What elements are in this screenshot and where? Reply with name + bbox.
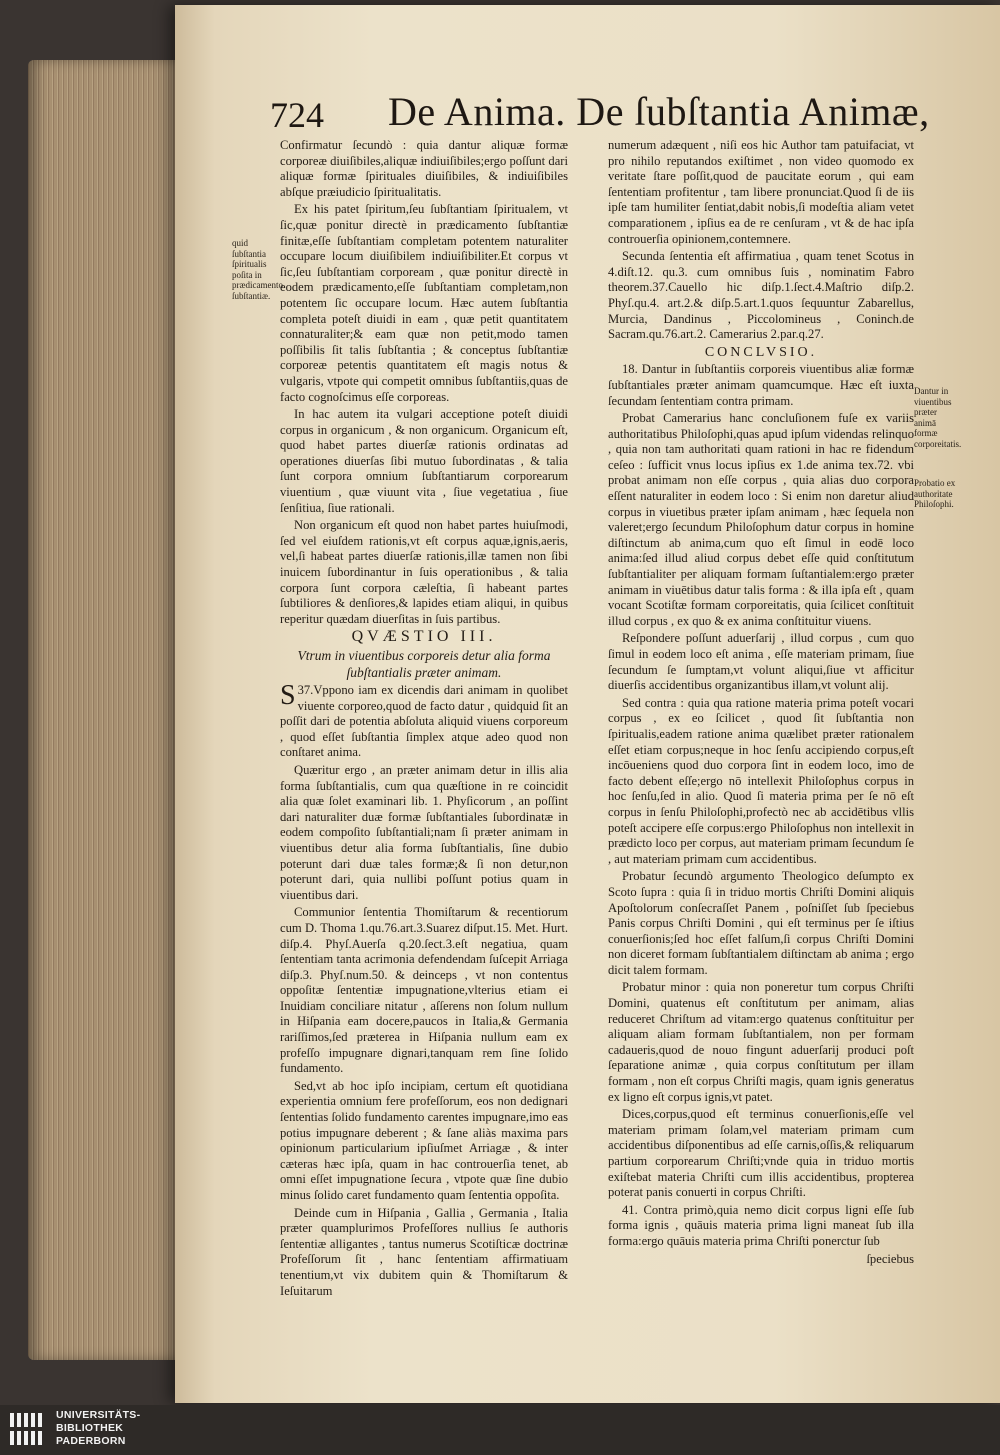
library-name: [56, 1409, 140, 1448]
section-number: 37.: [297, 683, 314, 697]
margin-note-left: quid ſubſtantia ſpiritualis poſita in prædicamento ſubſtantiæ.: [232, 238, 283, 301]
paragraph: 41. Contra primò,quia nemo dicit corpus ligni eſſe ſub forma ignis , quāuis materia prima ligni maneat ſub illa forma:ergo quāuis materia prima Chriſti ponerctur ſub: [608, 1202, 914, 1248]
question-title: QVÆSTIO III.: [351, 628, 497, 646]
catchword: ſpeciebus: [866, 1251, 914, 1266]
paragraph-text: Vppono iam ex dicendis dari animam in quolibet viuente corporeo,quod de facto datur , quidquid ſit an poſſit dari de potentia abſoluta aliquid viuens corporeum , quod eſſet ſubſtantia ſimplex atque adeo quod non conſtaret anima.: [280, 683, 568, 760]
library-line: BIBLIOTHEK: [56, 1422, 124, 1434]
paragraph: In hac autem ita vulgari acceptione poteſt diuidi corpus in organicum , & non organicum. Organicum eſt, quod habet partes diuerſæ rationis ordinatas ad operationes diuerſas ſibi mutuo ſubordinatas , & talia ſunt corpora omnium ſubſtantiarum corporearum viuentium , quæ viuunt vita , ſiue vegetatiua , ſiue ſenſitiua, ſiue rationali.: [280, 407, 568, 515]
margin-note-right: Probatio ex authoritate Philoſophi.: [914, 478, 956, 509]
paragraph: Probat Camerarius hanc concluſionem fuſe ex variis authoritatibus Philoſophi,quas apud ipſum videndas relinquo , quia non tam authoritati quam rationi in hac re fidendum ceſeo : ſufficit vnus locus ipſius ex 1.de anima tex.72. vbi probat animam non eſſe corpus , quia alias duo corpora eſſent naturaliter in eodem loco : Si enim non daretur aliud corpus in viuetibus præter ipſam animam , hæc ſequela non valeret;ergo ſecundum Philoſophum datur corpus in homine diſtinctum ab anima,cum quo eſt ſimul in eodē loco anima:ſed illud aliud corpus debet eſſe quid conſtitutum ſubſtantialiter per aliquam formam ſuſtantialem:ergo præter animam in viuētibus datur talis forma : & illa ipſa eſt , quam vocant Scotiſtæ formam corporeitatis, quia ſcilicet conſtituit illud corpus , ex quo & ex anima conſtituitur viuens.: [608, 411, 914, 628]
library-line: UNIVERSITÄTS-: [56, 1409, 141, 1421]
paragraph: Dices,corpus,quod eſt terminus conuerſionis,eſſe vel materiam primam ſolam,vel materiam primam cum accidentibus diſponentibus ad eſſe carnis,oſſis,& reliquarum partium corporearum Chriſti;vnde quia in triduo mortis exiſtebat materia Chriſti cum illis accidentibus, propterea poterat panis conuerti in corpus Chriſti.: [608, 1107, 914, 1200]
running-head: De Anima. De ſubſtantia Animæ,: [388, 89, 930, 134]
paragraph: Probatur minor : quia non poneretur tum corpus Chriſti Domini, quatenus eſt conſtitutum per animam, alias reduceret Chriſtum ad vitam:ergo quatenus conſtituitur per aliquam aliam formam ſubſtantialem, non per formam cadaueris,quod de nouo fingunt aduerſarij produci poſt ſeparatione animæ , quia corpus conſtitutum per illam formam , non eſt corpus Chriſti magis, quam ignis generatus ex ligno eſt corpus ignis,vt patet.: [608, 980, 914, 1104]
left-column: [280, 138, 568, 1301]
paragraph: Non organicum eſt quod non habet partes huiuſmodi, ſed vel eiuſdem rationis,vt eſt corpus aquæ,ignis,aeris, vel,ſi habeat partes diuerſæ rationis,illæ tamen non ſibi inuicem ſubordinantur in ſuis operationibus , & talia corpora ſunt corpora cæleſtia, ſi habeant partes ſubtiliores & denſiores,& lapides etiam aliqui, in quibus reperitur quædam diuerſitas in ſuis partibus.: [280, 518, 568, 626]
margin-note-right: Dantur in viuentibus præter animā formæ corporeitatis.: [914, 386, 962, 449]
conclusio-heading: CONCLVSIO.: [704, 344, 818, 360]
question-subtitle: Vtrum in viuentibus corporeis detur alia forma ſubſtantialis præter animam.: [297, 648, 551, 680]
right-column: [608, 138, 914, 1267]
paragraph: Quæritur ergo , an præter animam detur in illis alia forma ſubſtantialis, cum qua quæſtione in re coincidit alia quæ ſolet examinari lib. 1. Phyſicorum , an poſſint dari naturaliter duæ formæ ſubſtantiales ſubordinatæ in eodem compoſito ſubſtantiali;nam ſi præter animam in viuentibus detur alia forma ſubſtantialis, ſine dubio poterunt dari duæ tales formæ;& ſi non detur,non poterunt dari, quia nullibi poſſunt potius quam in viuentibus dari.: [280, 762, 568, 902]
drop-cap: S: [280, 680, 296, 711]
paragraph: Sed,vt ab hoc ipſo incipiam, certum eſt quotidiana experientia omnium fere profeſſorum, eos non dedignari ſententias ſolido fundamento carentes impugnare,imo eas potius impugnare deberent ; & ſane aliàs maxima pars opinionum particularium ipſiuſmet Arriagæ , & inter cæteras hæc ipſa, quam in hac controuerſia tenet, ab omni eſſet impugnatione ſecura , vtpote quæ ſine dubio minus ſolido caret fundamento quam ſententia oppoſita.: [280, 1078, 568, 1202]
page-header: [270, 88, 930, 136]
university-library-logo-icon: [8, 1409, 48, 1449]
library-footer: [0, 1405, 1000, 1455]
paragraph: [280, 680, 568, 761]
paragraph: Ex his patet ſpiritum,ſeu ſubſtantiam ſpiritualem, vt ſic,quæ ponitur directè in prædicamento ſubſtantiæ finitæ,eſſe ſubſtantiam completam potentem naturaliter occupare locum diuiſibilem indiuiſibiliter.Et corpus vt ſic,ſeu ſubſtantiam corpoream , quæ ponitur directè in eodem prædicamento,eſſe ſubſtantiam completam,non potentem ſic occupare locum. Hæc autem ſubſtantia completa poteſt diuidi in eam , quæ petit quantitatem connaturaliter;& eam quæ non petit,modo tamen poſſibilis ſit talis ſubſtantia ; & conceptus ſubſtantiæ corporeæ petentis quantitatem eſt magis notus & vulgaris, vtpote qui competit omnibus ſubſtantiis,quas de facto cognoſcimus eſſe corporeas.: [280, 202, 568, 404]
paragraph: Probatur ſecundò argumento Theologico deſumpto ex Scoto ſupra : quia ſi in triduo mortis Chriſti Domini aliquis Apoſtolorum conſecraſſet Panem , poſniſſet ſub ſpeciebus Panis corpus Chriſti Domini , qui eſt terminus per ſe iſtius conuerſionis;ſed hoc eſſet falſum,ſi corpus Chriſti Domini non diceret formam ſubſtantialem diſtinctam ab anima ; ergo dicit talem formam.: [608, 869, 914, 977]
paragraph: numerum adæquent , niſi eos hic Author tam patuifaciat, vt pro nihilo reputandos exiſtimet , non video quomodo ex veritate ſtare poſſit,quod de paucitate eorum , qui eam ſententiam profitentur , tam libere pronunciat.Quod ſi de iis ipſe tam humiliter ſentiat,dabit nobis,ſi modeſtia aliam vetet comparationem , ipſius ea de re cenſuram , vt & de hac ipſa controuerſia opinionem,contemnere.: [608, 138, 914, 246]
paragraph: 18. Dantur in ſubſtantiis corporeis viuentibus aliæ formæ ſubſtantiales præter animam quamcumque. Hæc eſt iuxta ſecundam ſententiam contra primam.: [608, 362, 914, 408]
paragraph: Confirmatur ſecundò : quia dantur aliquæ formæ corporeæ diuiſibiles,aliquæ indiuiſibiles;ergo poſſunt dari aliquæ formæ ſpirituales diuiſibiles, & indiuiſibiles abſque præiudicio ſpiritualitatis.: [280, 138, 568, 199]
paragraph: Deinde cum in Hiſpania , Gallia , Germania , Italia præter quamplurimos Profeſſores nullius ſe authoris ſententiæ alligantes , tantus numerus Scotiſticæ doctrinæ Profeſſorum ſit , hanc ſententiam affirmatiuam tenentium,vt vix dubitem quin & Thomiſtarum & Ieſuitarum: [280, 1205, 568, 1298]
paragraph: Reſpondere poſſunt aduerſarij , illud corpus , cum quo ſimul in eodem loco eſt anima , eſſe materiam primam, ſiue ſecundum ſe ſumptam,vt volunt aliqui,ſiue vt afficitur diuerſis accidentibus organizantibus illam,vt volunt alij.: [608, 631, 914, 693]
paragraph: Communior ſententia Thomiſtarum & recentiorum cum D. Thoma 1.qu.76.art.3.Suarez diſput.15. Met. Hurt. diſp.4. Phyſ.Auerſa q.20.ſect.3.eſt negatiua, quam ſententiam tanta acrimonia defendendam ſuſcepit Arriaga diſp.3. Phyſ.num.50. & deinceps , vt non contentus oppoſitæ ſententiæ impugnatione,vlterius etiam ei Inuidiam conciliare nitatur , aſſerens non ſolum nullum in Hiſpania eam docere,paucos in Italia,& Germania rariſſimos,ſed præterea in Hiſpania nullum eam ex profeſſo impugnare dignari,tanquam rem ſine ſolido fundamento.: [280, 905, 568, 1076]
page-number: 724: [270, 95, 324, 135]
paragraph: Sed contra : quia qua ratione materia prima poteſt vocari corpus , ex eo ſcilicet , quod ſit ſubſtantia non ſpiritualis,eadem ratione anima quælibet præter rationalem eſſet etiam corpus;neque in hoc ſenſu accipiendo corpus,eſt incōueniens quod duo corpora ſint in eodem loco, imo de facto debent eſſe;ergo nō intellexit Philoſophus corpus in hoc ſenſu,ſed in alio. Quod ſi materia prima per ſe nō eſt corpus in ſenſu Philoſophi,profectò nec ab accidētibus vllis poteſt accipere eſſe corpus:ergo Philoſophus non intellexit in prædicto loco per corpus, aut materiam primam ſecundum ſe , aut materiam primam cum accidentibus.: [608, 695, 914, 866]
page-block-edge: [28, 60, 178, 1360]
paragraph: Secunda ſententia eſt affirmatiua , quam tenet Scotus in 4.diſt.12. qu.3. cum omnibus ſuis , nominatim Fabro theorem.37.Cauello hic diſp.1.ſect.4.Maſtrio diſp.2. Phyſ.qu.4. art.2.& diſp.5.art.1.quos ſequuntur Zabarellus, Murcia, Dandinus , Piccolomineus , Coninch.de Sacram.qu.76.art.2. Camerarius 2.par.q.27.: [608, 249, 914, 342]
library-line: PADERBORN: [56, 1435, 126, 1447]
